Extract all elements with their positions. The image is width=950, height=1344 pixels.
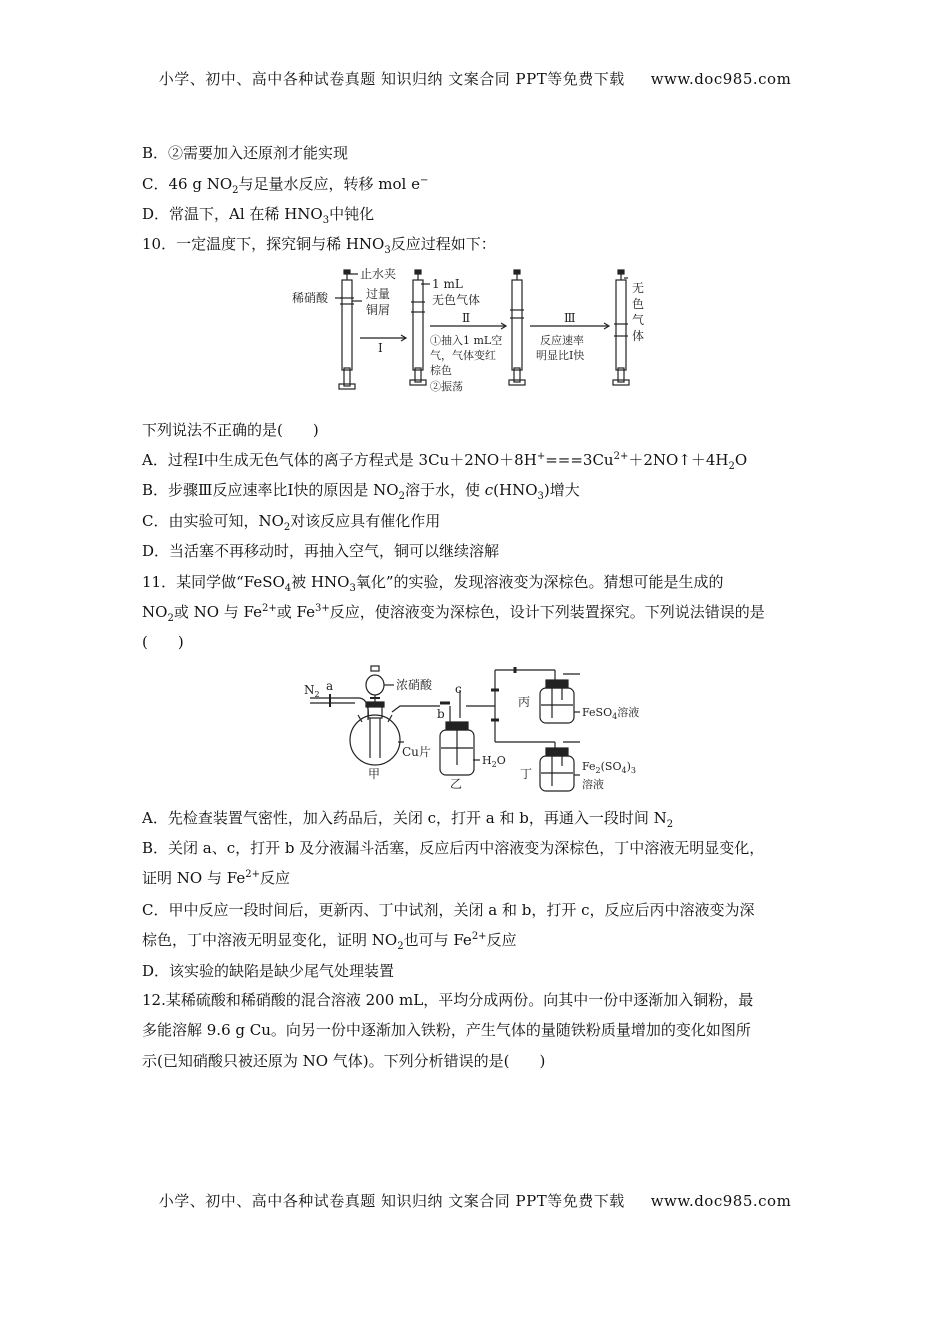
syringe-1 — [339, 270, 355, 389]
q10-syringe-diagram — [290, 268, 670, 408]
label-gas-volume: 1 mL — [432, 277, 463, 291]
q11-option-c-line-2: 棕色，丁中溶液无明显变化，证明 $NO_2$也可与 $Fe^{2+}$反应 — [142, 931, 517, 952]
separatory-funnel — [366, 675, 384, 695]
q10-stem: 10．一定温度下，探究铜与稀 $HNO_3$反应过程如下： — [142, 235, 496, 256]
q10-option-b: B．步骤Ⅲ反应速率比Ⅰ快的原因是 $NO_2$溶于水，使 $c(HNO_3)$增大 — [142, 481, 580, 502]
q10-option-d: D．当活塞不再移动时，再抽入空气，铜可以继续溶解 — [142, 542, 500, 560]
label-step-2: Ⅱ — [462, 311, 471, 325]
label-jia: 甲 — [368, 767, 381, 781]
page-header — [0, 68, 950, 89]
header-text: 小学、初中、高中各种试卷真题 知识归纳 文案合同 PPT等免费下载 — [158, 70, 625, 88]
label-bing: 丙 — [518, 695, 531, 709]
q11-option-b-line-2: 证明 NO 与 $Fe^{2+}$反应 — [142, 869, 290, 887]
q9-option-c: C．46 g $NO_2$与足量水反应，转移 mol e− — [142, 175, 429, 196]
q11-stem-line-3: ( ) — [142, 633, 184, 651]
q10-ask: 下列说法不正确的是( ) — [142, 421, 319, 439]
colorless-char-1: 无 — [632, 281, 645, 295]
q11-option-a: A．先检查装置气密性，加入药品后，关闭 c，打开 a 和 b，再通入一段时间 $N_2$ — [142, 809, 674, 830]
label-feso4: FeSO$_4$溶液 — [582, 706, 640, 721]
syringe-3 — [509, 270, 525, 385]
label-step-1: Ⅰ — [378, 341, 383, 355]
label-valve-c: c — [455, 682, 462, 696]
label-ding: 丁 — [520, 767, 533, 781]
rate-2: 明显比Ⅰ快 — [536, 349, 585, 362]
note-3: 棕色 — [430, 364, 452, 377]
q11-apparatus-diagram — [300, 660, 680, 800]
header-url[interactable]: www.doc985.com — [650, 70, 792, 88]
rate-1: 反应速率 — [540, 334, 584, 347]
label-n2: $N_2$ — [304, 683, 320, 699]
note-2: 气，气体变红 — [430, 349, 496, 362]
colorless-char-2: 色 — [632, 297, 645, 311]
label-clamp: 止水夹 — [360, 268, 397, 281]
footer-url[interactable]: www.doc985.com — [650, 1192, 792, 1210]
q12-line-2: 多能溶解 9.6 g Cu。向另一份中逐渐加入铁粉，产生气体的量随铁粉质量增加的变化如图所 — [142, 1021, 751, 1039]
label-excess: 过量 — [366, 287, 391, 301]
q11-option-b-line-1: B．关闭 a、c，打开 b 及分液漏斗活塞，反应后丙中溶液变为深棕色，丁中溶液无明显变化， — [142, 839, 765, 857]
q11-stem-line-1: 11．某同学做“FeSO$_4$被 $HNO_3$氧化”的实验，发现溶液变为深棕色。猜想可能是生成的 — [142, 573, 724, 594]
label-yi: 乙 — [450, 777, 463, 791]
syringe-2 — [410, 270, 426, 385]
label-dilute-nitric-acid: 稀硝酸 — [292, 291, 329, 305]
label-cu-sheet: Cu片 — [402, 745, 431, 759]
label-solution: 溶液 — [582, 778, 604, 791]
colorless-char-4: 体 — [632, 329, 645, 343]
q11-stem-line-2: $NO_2$或 NO 与 $Fe^{2+}$或 $Fe^{3+}$反应，使溶液变为深棕色，设计下列装置探究。下列说法错误的是 — [142, 603, 765, 624]
label-h2o: $H_2O$ — [482, 754, 506, 769]
flask-jia — [350, 715, 400, 765]
label-valve-a: a — [326, 679, 334, 693]
note-1: ①抽入1 mL空 — [430, 334, 503, 347]
footer-text: 小学、初中、高中各种试卷真题 知识归纳 文案合同 PPT等免费下载 — [158, 1192, 625, 1210]
page-footer — [0, 1190, 950, 1211]
label-valve-b: b — [437, 707, 445, 721]
q12-line-1: 12.某稀硫酸和稀硝酸的混合溶液 200 mL，平均分成两份。向其中一份中逐渐加入铜粉，最 — [142, 991, 754, 1009]
label-colorless-gas: 无色气体 — [432, 293, 481, 307]
q11-option-d: D．该实验的缺陷是缺少尾气处理装置 — [142, 962, 395, 980]
syringe-4 — [613, 270, 629, 385]
label-fe2so43: $Fe_2(SO_4)_3$ — [582, 760, 636, 775]
q10-option-a: A．过程Ⅰ中生成无色气体的离子方程式是 $3Cu+2NO+8H^+===3Cu^{2+}+2NO↑+4H_2O$ — [142, 451, 748, 472]
q9-option-b: B．②需要加入还原剂才能实现 — [142, 144, 349, 162]
note-4: ②振荡 — [430, 380, 463, 393]
label-conc-nitric-acid: 浓硝酸 — [396, 678, 433, 692]
label-step-3: Ⅲ — [564, 311, 576, 325]
q10-option-c: C．由实验可知，$NO_2$对该反应具有催化作用 — [142, 512, 441, 533]
q9-option-d: D．常温下，Al 在稀 $HNO_3$中钝化 — [142, 205, 375, 226]
q12-line-3: 示(已知硝酸只被还原为 NO 气体)。下列分析错误的是( ) — [142, 1052, 546, 1070]
q11-option-c-line-1: C．甲中反应一段时间后，更新丙、丁中试剂，关闭 a 和 b，打开 c，反应后丙中溶液变为深 — [142, 901, 755, 919]
colorless-char-3: 气 — [632, 313, 645, 327]
label-copper-shavings: 铜屑 — [366, 303, 391, 317]
